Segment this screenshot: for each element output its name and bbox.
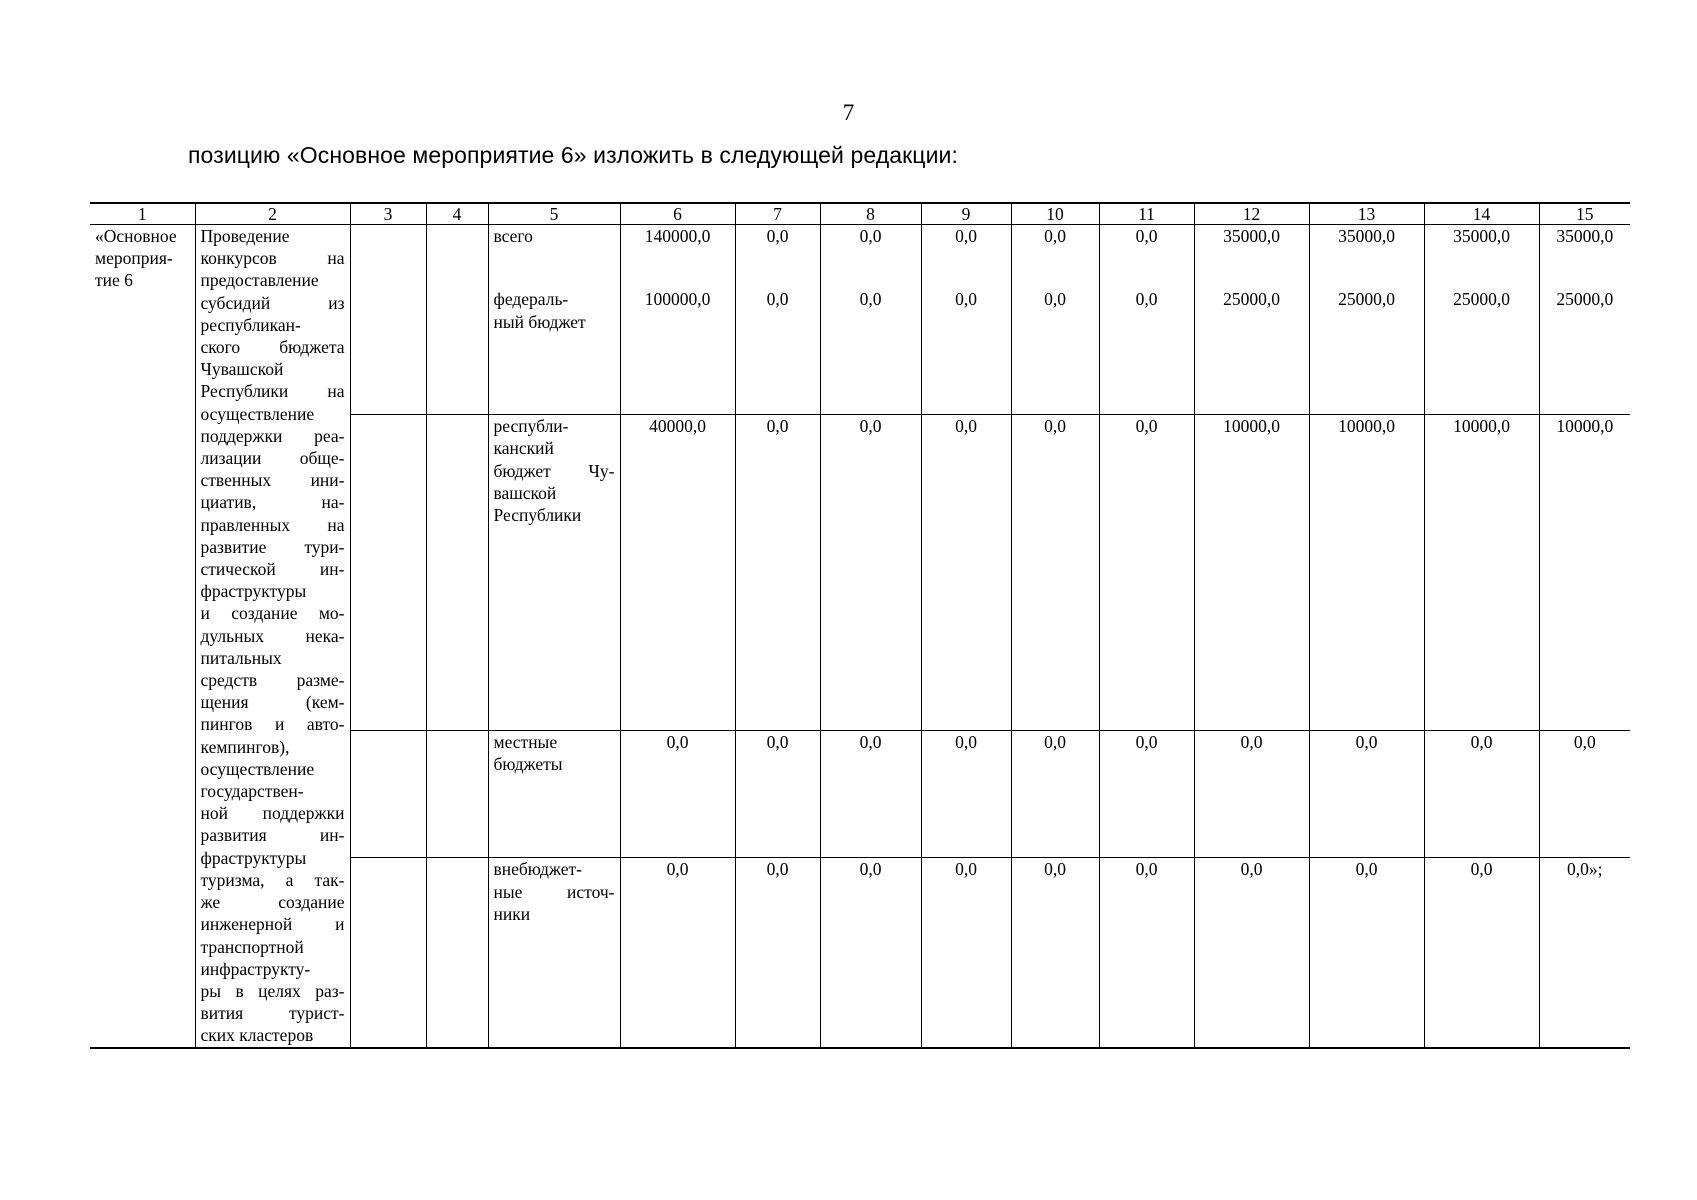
- value-cell: 0,0: [735, 858, 820, 1048]
- value-cell: 0,0: [735, 415, 820, 730]
- empty-cell: [350, 730, 426, 858]
- empty-cell: [426, 288, 488, 414]
- text-line: субсидий из: [200, 292, 345, 313]
- value-cell: 25000,0: [1539, 288, 1630, 414]
- header-cell: 14: [1424, 203, 1539, 225]
- value-cell: 0,0: [1099, 730, 1194, 858]
- empty-cell: [426, 730, 488, 858]
- value-cell: 0,0: [1011, 288, 1099, 414]
- budget-table: [90, 202, 1630, 1049]
- text-line: вашской: [493, 482, 557, 503]
- text-line: канский: [493, 438, 554, 459]
- empty-cell: [426, 415, 488, 730]
- value-cell: 0,0: [820, 288, 921, 414]
- value-cell: 0,0: [921, 730, 1011, 858]
- header-cell: 12: [1194, 203, 1309, 225]
- value-cell: 0,0: [921, 858, 1011, 1048]
- text-line: правленных на: [200, 514, 345, 535]
- value-cell: 0,0: [1099, 415, 1194, 730]
- text-line: мероприя-: [95, 248, 173, 269]
- header-cell: 10: [1011, 203, 1099, 225]
- text-line: республикан-: [200, 314, 301, 335]
- value-cell: 0,0: [1539, 730, 1630, 858]
- value-cell: 0,0: [735, 730, 820, 858]
- empty-cell: [426, 858, 488, 1048]
- text-line: и создание мо-: [200, 603, 345, 624]
- value-cell: 0,0: [1011, 225, 1099, 289]
- value-cell: 0,0: [1194, 858, 1309, 1048]
- text-line: туризма, а так-: [200, 869, 345, 890]
- text-line: ный бюджет: [493, 311, 586, 332]
- text-line: конкурсов на: [200, 248, 345, 269]
- text-line: поддержки реа-: [200, 425, 345, 446]
- text-line: средств разме-: [200, 670, 345, 691]
- value-cell: 10000,0: [1424, 415, 1539, 730]
- text-line: дульных нека-: [200, 625, 345, 646]
- text-line: тие 6: [95, 270, 133, 291]
- activity-name-cell: [90, 225, 195, 1048]
- value-cell: 0,0: [1099, 858, 1194, 1048]
- value-cell: 25000,0: [1309, 288, 1424, 414]
- header-cell: 13: [1309, 203, 1424, 225]
- empty-cell: [350, 415, 426, 730]
- value-cell: 0,0: [1424, 730, 1539, 858]
- value-cell: 0,0: [820, 415, 921, 730]
- text-line: Проведение: [200, 226, 290, 246]
- value-cell: 100000,0: [620, 288, 735, 414]
- header-cell: 11: [1099, 203, 1194, 225]
- value-cell: 0,0: [735, 225, 820, 289]
- page-number: 7: [842, 100, 855, 125]
- value-cell: 0,0: [735, 288, 820, 414]
- text-line: всего: [493, 226, 533, 246]
- value-cell: 25000,0: [1194, 288, 1309, 414]
- text-line: Республики на: [200, 381, 345, 402]
- value-cell: 0,0: [1011, 730, 1099, 858]
- text-line: фраструктуры: [200, 847, 307, 868]
- header-cell: 1: [90, 203, 195, 225]
- text-line: предоставление: [200, 270, 319, 291]
- text-line: государствен-: [200, 781, 304, 802]
- text-line: ского бюджета: [200, 337, 345, 358]
- funding-source-cell: [488, 225, 620, 289]
- empty-cell: [350, 288, 426, 414]
- text-line: питальных: [200, 647, 282, 668]
- text-line: бюджеты: [493, 753, 563, 774]
- text-line: инженерной и: [200, 914, 345, 935]
- activity-description-cell: [195, 225, 350, 1048]
- value-cell: 0,0: [1099, 225, 1194, 289]
- table-row: [90, 225, 1630, 289]
- intro-text: позицию «Основное мероприятие 6» изложить в следующей редакции:: [188, 142, 958, 168]
- value-cell: 0,0»;: [1539, 858, 1630, 1048]
- value-cell: 140000,0: [620, 225, 735, 289]
- value-cell: 0,0: [1099, 288, 1194, 414]
- text-line: бюджет Чу-: [493, 460, 615, 481]
- value-cell: 40000,0: [620, 415, 735, 730]
- value-cell: 0,0: [1309, 730, 1424, 858]
- empty-cell: [426, 225, 488, 289]
- funding-source-cell: [488, 415, 620, 730]
- value-cell: 10000,0: [1309, 415, 1424, 730]
- value-cell: 35000,0: [1539, 225, 1630, 289]
- value-cell: 0,0: [921, 288, 1011, 414]
- value-cell: 35000,0: [1194, 225, 1309, 289]
- header-cell: 4: [426, 203, 488, 225]
- header-cell: 5: [488, 203, 620, 225]
- value-cell: 0,0: [1194, 730, 1309, 858]
- header-cell: 8: [820, 203, 921, 225]
- text-line: ских кластеров: [200, 1025, 314, 1046]
- value-cell: 0,0: [620, 858, 735, 1048]
- value-cell: 0,0: [820, 858, 921, 1048]
- value-cell: 0,0: [921, 225, 1011, 289]
- text-line: Чувашской: [200, 359, 284, 380]
- text-line: кемпингов),: [200, 736, 290, 757]
- value-cell: 0,0: [1424, 858, 1539, 1048]
- value-cell: 0,0: [820, 225, 921, 289]
- text-line: Республики: [493, 505, 582, 526]
- empty-cell: [350, 225, 426, 289]
- text-line: щения (кем-: [200, 692, 345, 713]
- value-cell: 0,0: [921, 415, 1011, 730]
- text-line: же создание: [200, 892, 345, 913]
- text-line: развитие тури-: [200, 536, 345, 557]
- funding-source-cell: [488, 288, 620, 414]
- header-cell: 9: [921, 203, 1011, 225]
- value-cell: 0,0: [1011, 415, 1099, 730]
- text-line: осуществление: [200, 758, 315, 779]
- funding-source-cell: [488, 730, 620, 858]
- value-cell: 35000,0: [1424, 225, 1539, 289]
- text-line: ные источ-: [493, 881, 615, 902]
- text-line: инфраструкту-: [200, 958, 311, 979]
- text-line: ной поддержки: [200, 803, 345, 824]
- header-cell: 15: [1539, 203, 1630, 225]
- value-cell: 10000,0: [1539, 415, 1630, 730]
- value-cell: 0,0: [1309, 858, 1424, 1048]
- header-cell: 3: [350, 203, 426, 225]
- value-cell: 0,0: [820, 730, 921, 858]
- text-line: стической ин-: [200, 559, 345, 580]
- text-line: местные: [493, 731, 558, 752]
- text-line: осуществление: [200, 403, 315, 424]
- header-row: [90, 203, 1630, 225]
- text-line: транспортной: [200, 936, 304, 957]
- text-line: циатив, на-: [200, 492, 345, 513]
- value-cell: 10000,0: [1194, 415, 1309, 730]
- text-line: фраструктуры: [200, 581, 307, 602]
- text-line: республи-: [493, 416, 569, 437]
- empty-cell: [350, 858, 426, 1048]
- text-line: «Основное: [95, 226, 177, 246]
- text-line: лизации обще-: [200, 448, 345, 469]
- text-line: ры в целях раз-: [200, 980, 345, 1001]
- text-line: федераль-: [493, 289, 569, 310]
- value-cell: 0,0: [1011, 858, 1099, 1048]
- text-line: внебюджет-: [493, 859, 582, 880]
- header-cell: 2: [195, 203, 350, 225]
- text-line: ники: [493, 903, 531, 924]
- value-cell: 35000,0: [1309, 225, 1424, 289]
- text-line: развития ин-: [200, 825, 345, 846]
- header-cell: 7: [735, 203, 820, 225]
- value-cell: 0,0: [620, 730, 735, 858]
- funding-source-cell: [488, 858, 620, 1048]
- text-line: вития турист-: [200, 1003, 345, 1024]
- value-cell: 25000,0: [1424, 288, 1539, 414]
- header-cell: 6: [620, 203, 735, 225]
- text-line: ственных ини-: [200, 470, 345, 491]
- text-line: пингов и авто-: [200, 714, 345, 735]
